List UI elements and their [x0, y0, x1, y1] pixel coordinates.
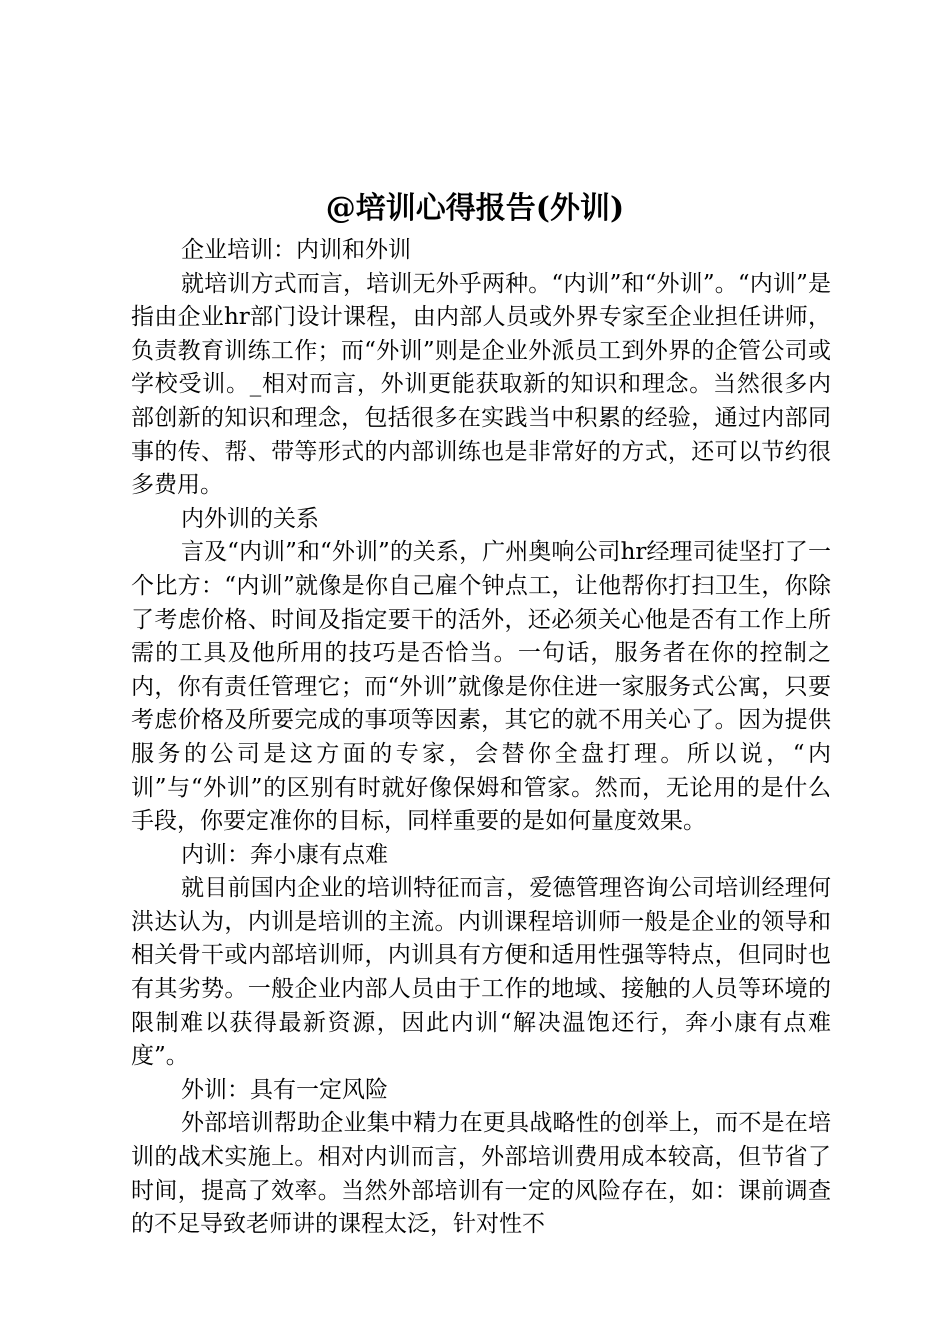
paragraph: 就培训方式而言，培训无外乎两种。“内训”和“外训”。“内训”是指由企业hr部门设计课程，由内部人员或外界专家至企业担任讲师，负责教育训练工作；而“外训”则是企业外派员工到外界的企管公司或学校受训。_相对而言，外训更能获取新的知识和理念。当然很多内部创新的知识和理念，包括很多在实践当中积累的经验，通过内部同事的传、帮、带等形式的内部训练也是非常好的方式，还可以节约很多费用。	[131, 270, 831, 499]
document-body	[131, 234, 831, 1242]
paragraph: 外部培训帮助企业集中精力在更具战略性的创举上，而不是在培训的战术实施上。相对内训而言，外部培训费用成本较高，但节省了时间，提高了效率。当然外部培训有一定的风险存在，如：课前调查的不足导致老师讲的课程太泛，针对性不	[131, 1110, 831, 1238]
section-heading: 外训：具有一定风险	[181, 1076, 388, 1103]
section-heading: 企业培训：内训和外训	[181, 237, 411, 263]
paragraph: 言及“内训”和“外训”的关系，广州奥响公司hr经理司徒坚打了一个比方：“内训”就像是你自己雇个钟点工，让他帮你打扫卫生，你除了考虑价格、时间及指定要干的活外，还必须关心他是否有工作上所需的工具及他所用的技巧是否恰当。一句话，服务者在你的控制之内，你有责任管理它；而“外训”就像是你住进一家服务式公寓，只要考虑价格及所要完成的事项等因素，其它的就不用关心了。因为提供服务的公司是这方面的专家，会替你全盘打理。所以说，“内训”与“外训”的区别有时就好像保姆和管家。然而，无论用的是什么手段，你要定准你的目标，同样重要的是如何量度效果。	[131, 539, 831, 835]
section-heading: 内外训的关系	[181, 505, 319, 532]
section-heading: 内训：奔小康有点难	[181, 841, 388, 868]
document-title: @培训心得报告(外训)	[325, 191, 625, 226]
paragraph: 就目前国内企业的培训特征而言，爱德管理咨询公司培训经理何洪达认为，内训是培训的主流。内训课程培训师一般是企业的领导和相关骨干或内部培训师，内训具有方便和适用性强等特点，但同时也有其劣势。一般企业内部人员由于工作的地域、接触的人员等环境的限制难以获得最新资源，因此内训“解决温饱还行，奔小康有点难度”。	[131, 875, 831, 1070]
